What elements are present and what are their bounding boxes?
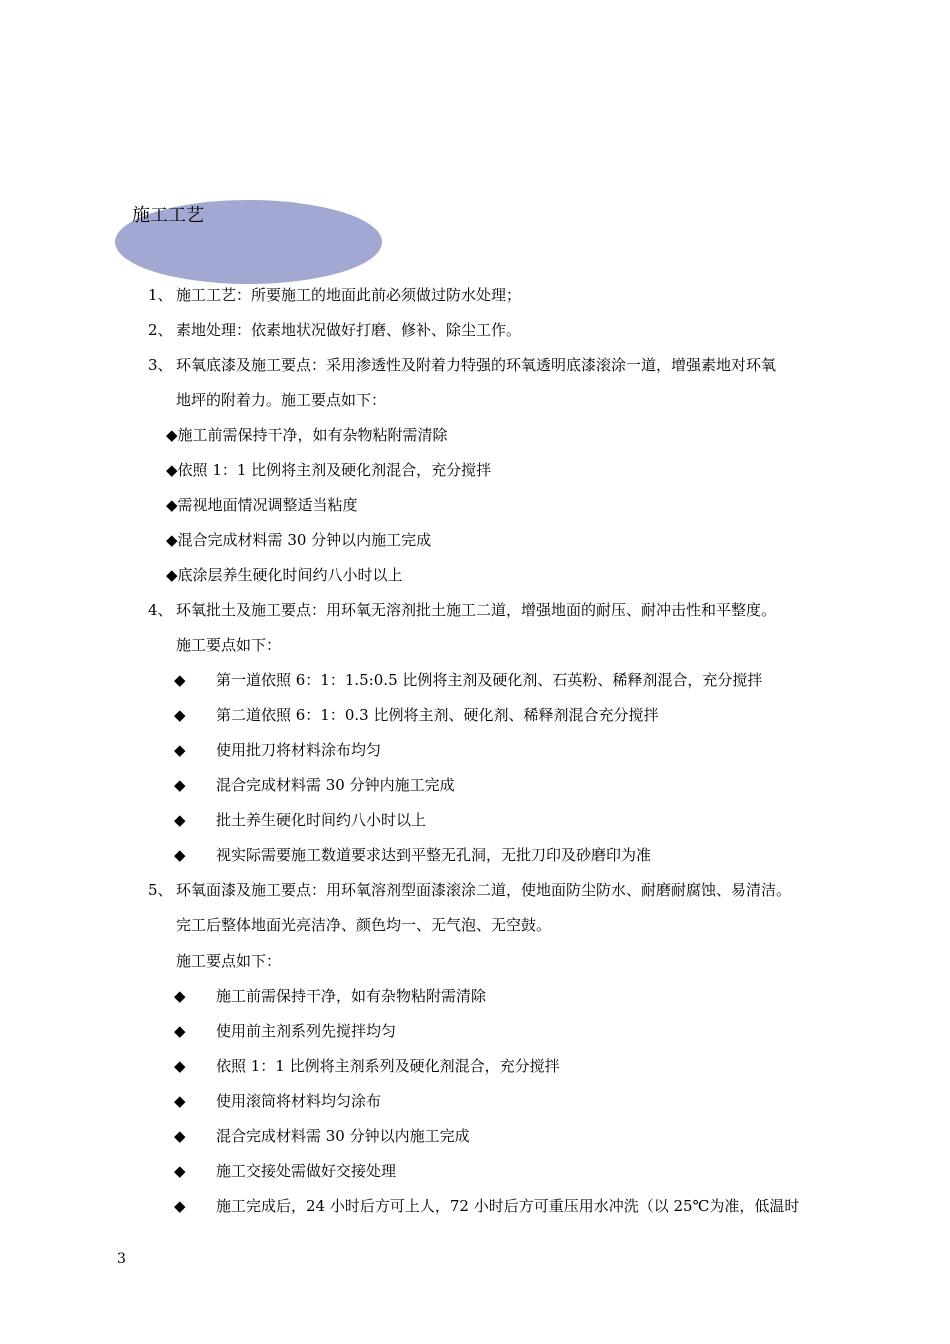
- step-text: 环氧底漆及施工要点：采用渗透性及附着力特强的环氧透明底漆滚涂一道，增强素地对环氧: [176, 356, 777, 374]
- diamond-bullet-icon: ◆: [174, 1022, 186, 1040]
- diamond-bullet-icon: ◆: [174, 1197, 186, 1215]
- step-number: 4、: [148, 601, 173, 619]
- step-2: [148, 320, 521, 340]
- bullet-text: 使用批刀将材料涂布均匀: [216, 741, 382, 759]
- step-3: [148, 355, 776, 375]
- bullet-text: 混合完成材料需 30 分钟以内施工完成: [216, 1127, 470, 1145]
- diamond-bullet-icon: ◆: [166, 531, 178, 549]
- diamond-bullet-icon: ◆: [174, 1092, 186, 1110]
- step-4: [148, 600, 776, 620]
- bullet-text: 使用前主剂系列先搅拌均匀: [216, 1022, 397, 1040]
- diamond-bullet-icon: ◆: [174, 671, 186, 689]
- diamond-bullet-icon: ◆: [166, 566, 178, 584]
- diamond-bullet-icon: ◆: [166, 496, 178, 514]
- step-number: 1、: [148, 286, 173, 304]
- diamond-bullet-icon: ◆: [174, 811, 186, 829]
- step-5-continuation: 完工后整体地面光亮洁净、颜色均一、无气泡、无空鼓。: [176, 916, 552, 934]
- diamond-bullet-icon: ◆: [174, 741, 186, 759]
- step-text: 素地处理：依素地状况做好打磨、修补、除尘工作。: [176, 321, 522, 339]
- diamond-bullet-icon: ◆: [174, 1162, 186, 1180]
- diamond-bullet-icon: ◆: [166, 461, 178, 479]
- step-4-continuation: 施工要点如下：: [176, 636, 282, 654]
- step-text: 施工工艺：所要施工的地面此前必须做过防水处理；: [176, 286, 522, 304]
- bullet-item: [166, 460, 491, 480]
- bullet-item: [166, 565, 403, 585]
- bullet-text: 批土养生硬化时间约八小时以上: [216, 811, 427, 829]
- diamond-bullet-icon: ◆: [174, 776, 186, 794]
- diamond-bullet-icon: ◆: [174, 1057, 186, 1075]
- bullet-text: 需视地面情况调整适当粘度: [177, 496, 358, 514]
- step-3-continuation: 地坪的附着力。施工要点如下：: [176, 391, 387, 409]
- diamond-bullet-icon: ◆: [174, 1127, 186, 1145]
- bullet-text: 视实际需要施工数道要求达到平整无孔洞，无批刀印及砂磨印为准: [216, 846, 652, 864]
- bullet-item: [166, 495, 358, 515]
- diamond-bullet-icon: ◆: [174, 846, 186, 864]
- bullet-text: 第二道依照 6：1：0.3 比例将主剂、硬化剂、稀释剂混合充分搅拌: [216, 706, 659, 724]
- step-text: 环氧批土及施工要点：用环氧无溶剂批土施工二道，增强地面的耐压、耐冲击性和平整度。: [176, 601, 777, 619]
- bullet-item: [166, 530, 431, 550]
- step-1: [148, 285, 521, 305]
- bullet-text: 施工完成后，24 小时后方可上人，72 小时后方可重压用水冲洗（以 25℃为准，低温时: [216, 1197, 800, 1215]
- step-number: 5、: [148, 881, 173, 899]
- bullet-text: 依照 1：1 比例将主剂及硬化剂混合，充分搅拌: [177, 461, 492, 479]
- step-number: 2、: [148, 321, 173, 339]
- bullet-text: 依照 1：1 比例将主剂系列及硬化剂混合，充分搅拌: [216, 1057, 560, 1075]
- bullet-text: 混合完成材料需 30 分钟内施工完成: [216, 776, 455, 794]
- page-number: 3: [117, 1251, 126, 1267]
- bullet-text: 第一道依照 6：1：1.5:0.5 比例将主剂及硬化剂、石英粉、稀释剂混合，充分搅拌: [216, 671, 763, 689]
- bullet-text: 施工前需保持干净，如有杂物粘附需清除: [177, 426, 448, 444]
- step-5-continuation: 施工要点如下：: [176, 952, 282, 970]
- step-text: 环氧面漆及施工要点：用环氧溶剂型面漆滚涂二道，使地面防尘防水、耐磨耐腐蚀、易清洁。: [176, 881, 792, 899]
- bullet-text: 使用滚筒将材料均匀涂布: [216, 1092, 382, 1110]
- section-heading: 施工工艺: [132, 205, 204, 226]
- bullet-text: 混合完成材料需 30 分钟以内施工完成: [177, 531, 432, 549]
- step-5: [148, 880, 791, 900]
- bullet-item: [166, 425, 448, 445]
- bullet-text: 底涂层养生硬化时间约八小时以上: [177, 566, 403, 584]
- bullet-text: 施工交接处需做好交接处理: [216, 1162, 397, 1180]
- diamond-bullet-icon: ◆: [174, 987, 186, 1005]
- diamond-bullet-icon: ◆: [174, 706, 186, 724]
- diamond-bullet-icon: ◆: [166, 426, 178, 444]
- step-number: 3、: [148, 356, 173, 374]
- bullet-text: 施工前需保持干净，如有杂物粘附需清除: [216, 987, 487, 1005]
